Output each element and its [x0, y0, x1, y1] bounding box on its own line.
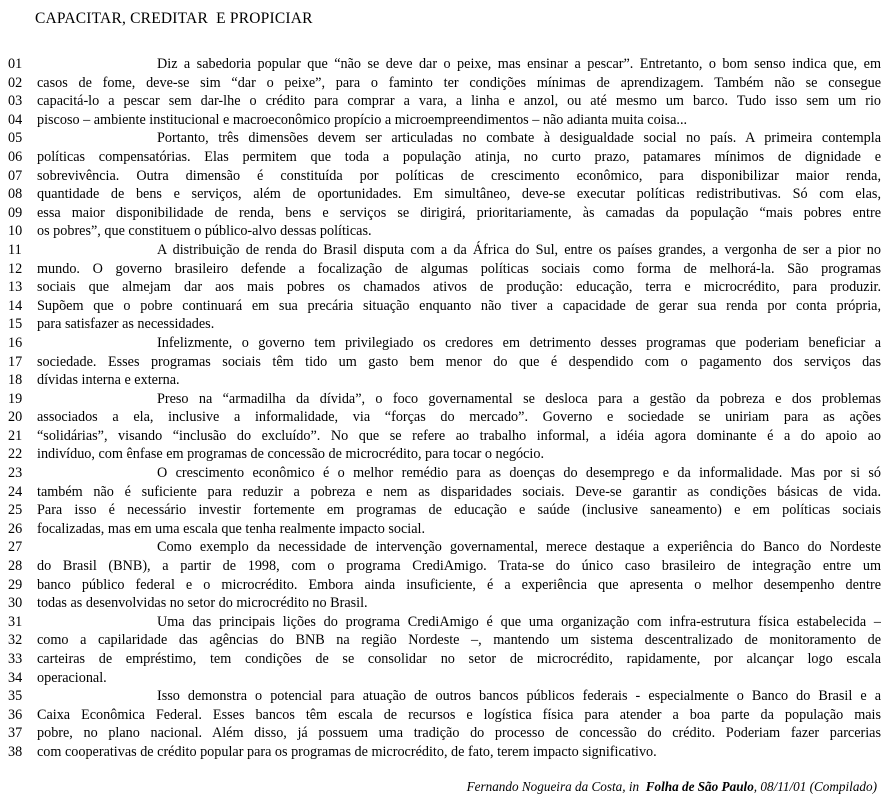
line-number: 14 — [8, 297, 23, 314]
line-text: sociedade. Esses programas sociais têm tido um gasto bem menor do que é despendido com o pagamento dos serviços das — [37, 353, 881, 370]
text-line — [8, 464, 881, 483]
line-number: 07 — [8, 167, 23, 184]
line-text: banco público federal e o microcrédito. Embora ainda insuficiente, é a experiência que apresenta o melhor desempenho dentre — [37, 576, 881, 593]
text-body — [8, 55, 881, 762]
line-text: Diz a sabedoria popular que “não se deve dar o peixe, mas ensinar a pescar”. Entretanto, o bom senso indica que, em — [157, 56, 881, 72]
line-number: 16 — [8, 334, 23, 351]
line-text: piscoso – ambiente institucional e macroeconômico propício a microempreendimentos – não adianta muita coisa... — [37, 111, 688, 128]
line-text: focalizadas, mas em uma escala que tenha realmente impacto social. — [37, 520, 426, 537]
line-text: Supõem que o pobre continuará em sua precária situação enquanto não tiver a capacidade de gerar sua renda por conta própria, — [37, 297, 881, 314]
line-number: 32 — [8, 632, 23, 649]
line-number: 37 — [8, 725, 23, 742]
line-text: do Brasil (BNB), a partir de 1998, com o programa CrediAmigo. Trata-se do único caso brasileiro de integração entre um — [37, 558, 881, 575]
text-line — [8, 353, 881, 372]
line-number: 24 — [8, 483, 23, 500]
line-number: 33 — [8, 651, 23, 667]
document-title: CAPACITAR, CREDITAR E PROPICIAR — [35, 10, 313, 27]
line-text: capacitá-lo a pescar sem dar-lhe o crédito para comprar a vara, a linha e anzol, ou até mesmo um barco. Tudo isso sem um rio — [37, 93, 881, 110]
line-text: sociais que almejam dar aos mais pobres os chamados ativos de produção: educação, terra e microcrédito, para produzir. — [37, 279, 881, 296]
line-text: Preso na “armadilha da dívida”, o foco governamental se desloca para a gestão da pobreza e dos problemas — [157, 390, 881, 407]
line-number: 06 — [8, 148, 23, 165]
line-number: 09 — [8, 204, 23, 221]
text-line — [8, 594, 881, 613]
line-number: 18 — [8, 372, 23, 389]
line-text: A distribuição de renda do Brasil disputa com a da África do Sul, entre os países grandes, a vergonha de ser a pior no — [157, 241, 881, 258]
line-number: 12 — [8, 260, 23, 277]
text-line — [8, 222, 881, 241]
line-text: sobrevivência. Outra dimensão é constituída por políticas de crescimento econômico, para disponibilizar maior renda, — [37, 167, 881, 184]
line-text: quantidade de bens e serviços, além de oportunidades. Em simultâneo, deve-se executar políticas redistributivas. Só com elas, — [37, 186, 881, 203]
line-number: 31 — [8, 613, 23, 630]
text-line — [8, 743, 881, 762]
line-number: 36 — [8, 706, 23, 723]
text-line — [8, 669, 881, 688]
line-number: 25 — [8, 502, 23, 519]
line-text: os pobres”, que constituem o público-alvo dessas políticas. — [37, 223, 372, 240]
line-text: carteiras de empréstimo, tem condições de se consolidar no setor de microcrédito, rapidamente, por alcançar logo escala — [37, 651, 881, 667]
text-line — [8, 74, 881, 93]
text-line — [8, 631, 881, 650]
text-line — [8, 687, 881, 706]
line-number: 34 — [8, 669, 23, 686]
line-text: todas as desenvolvidas no setor do microcrédito no Brasil. — [37, 595, 368, 612]
line-text: com cooperativas de crédito popular para os programas de microcrédito, de fato, terem impacto significativo. — [37, 743, 657, 760]
text-line — [8, 427, 881, 446]
line-text: como a capilaridade das agências do BNB na região Nordeste –, mantendo um sistema descentralizado de monitoramento de — [37, 632, 881, 649]
attribution-date: , 08/11/01 (Compilado) — [753, 778, 877, 794]
line-text: operacional. — [37, 669, 107, 686]
line-number: 03 — [8, 93, 23, 110]
line-number: 38 — [8, 743, 23, 760]
text-line — [8, 297, 881, 316]
line-text: associados a ela, inclusive a informalidade, via “forças do mercado”. Governo e sociedade se uniriam para as ações — [37, 409, 881, 426]
text-line — [8, 706, 881, 725]
line-text: Como exemplo da necessidade de intervenção governamental, merece destaque a experiência do Banco do Nordeste — [157, 539, 881, 556]
line-text: também não é suficiente para reduzir a pobreza e nem as disparidades sociais. Deve-se garantir as condições básicas de vida. — [37, 483, 881, 500]
text-line — [8, 167, 881, 186]
text-line — [8, 576, 881, 595]
text-line — [8, 613, 881, 632]
text-line — [8, 185, 881, 204]
line-number: 11 — [8, 241, 22, 258]
line-text: Uma das principais lições do programa CrediAmigo é que uma organização com infra-estrutura física estabelecida – — [157, 613, 881, 630]
line-text: Portanto, três dimensões devem ser articuladas no combate à desigualdade social no país. A primeira contempla — [157, 130, 881, 147]
line-text: O crescimento econômico é o melhor remédio para as doenças do desemprego e da informalidade. Mas por si só — [157, 465, 881, 482]
text-line — [8, 278, 881, 297]
text-line — [8, 315, 881, 334]
line-text: pobre, no plano nacional. Além disso, já possuem uma tradição do processo de concessão do crédito. Poderiam fazer parcerias — [37, 725, 881, 742]
line-number: 22 — [8, 446, 23, 463]
attribution-line — [8, 763, 881, 795]
line-text: indivíduo, com ênfase em programas de concessão de microcrédito, para tocar o negócio. — [37, 446, 545, 463]
line-text: Infelizmente, o governo tem privilegiado os credores em detrimento desses programas que poderiam beneficiar a — [157, 334, 881, 351]
line-number: 04 — [8, 111, 23, 128]
line-text: essa maior disponibilidade de renda, bens e serviços se dirigirá, prioritariamente, às camadas da população “mais pobres entre — [37, 204, 881, 221]
line-number: 01 — [8, 56, 23, 72]
text-line — [8, 538, 881, 557]
line-text: Caixa Econômica Federal. Esses bancos têm escala de recursos e logística física para atender a boa parte da população mais — [37, 706, 881, 723]
line-number: 10 — [8, 223, 23, 240]
text-line — [8, 334, 881, 353]
text-line — [8, 650, 881, 669]
line-number: 29 — [8, 576, 23, 593]
text-line — [8, 55, 881, 74]
text-line — [8, 501, 881, 520]
line-number: 20 — [8, 409, 23, 426]
line-number: 13 — [8, 279, 23, 296]
text-line — [8, 724, 881, 743]
text-line — [8, 520, 881, 539]
line-number: 17 — [8, 353, 23, 370]
text-line — [8, 241, 881, 260]
line-text: políticas compensatórias. Elas permitem que toda a população atinja, no curto prazo, patamares mínimos de dignidade e — [37, 148, 881, 165]
line-number: 15 — [8, 316, 23, 333]
text-line — [8, 557, 881, 576]
text-line — [8, 129, 881, 148]
attribution-author: Fernando Nogueira da Costa, in — [466, 778, 646, 794]
text-line — [8, 371, 881, 390]
text-line — [8, 111, 881, 130]
line-number: 27 — [8, 539, 23, 556]
line-text: dívidas interna e externa. — [37, 372, 180, 389]
text-line — [8, 92, 881, 111]
line-text: “solidárias”, visando “inclusão do excluído”. No que se refere ao trabalho informal, a idéia agora dominante é a do apoio ao — [37, 427, 881, 444]
line-number: 08 — [8, 186, 23, 203]
text-line — [8, 390, 881, 409]
line-number: 02 — [8, 74, 23, 91]
attribution-source: Folha de São Paulo — [645, 778, 754, 794]
line-text: para satisfazer as necessidades. — [37, 316, 215, 333]
line-number: 30 — [8, 595, 23, 612]
text-line — [8, 148, 881, 167]
line-number: 05 — [8, 130, 23, 147]
text-line — [8, 445, 881, 464]
text-line — [8, 260, 881, 279]
text-line — [8, 204, 881, 223]
line-text: Para isso é necessário investir fortemente em programas de educação e saúde (inclusive saneamento) e em políticas sociais — [37, 502, 881, 519]
line-text: casos de fome, deve-se sim “dar o peixe”, para o faminto ter condições mínimas de aprendizagem. Também não se consegue — [37, 74, 881, 91]
line-number: 23 — [8, 465, 23, 482]
line-number: 21 — [8, 427, 23, 444]
line-text: Isso demonstra o potencial para atuação de outros bancos públicos federais - especialmente o Banco do Brasil e a — [157, 688, 881, 705]
line-number: 35 — [8, 688, 23, 705]
line-number: 26 — [8, 520, 23, 537]
line-number: 19 — [8, 390, 23, 407]
text-line — [8, 408, 881, 427]
line-text: mundo. O governo brasileiro defende a focalização de algumas políticas sociais como forma de melhorá-la. São programas — [37, 260, 881, 277]
text-line — [8, 483, 881, 502]
line-number: 28 — [8, 558, 23, 575]
